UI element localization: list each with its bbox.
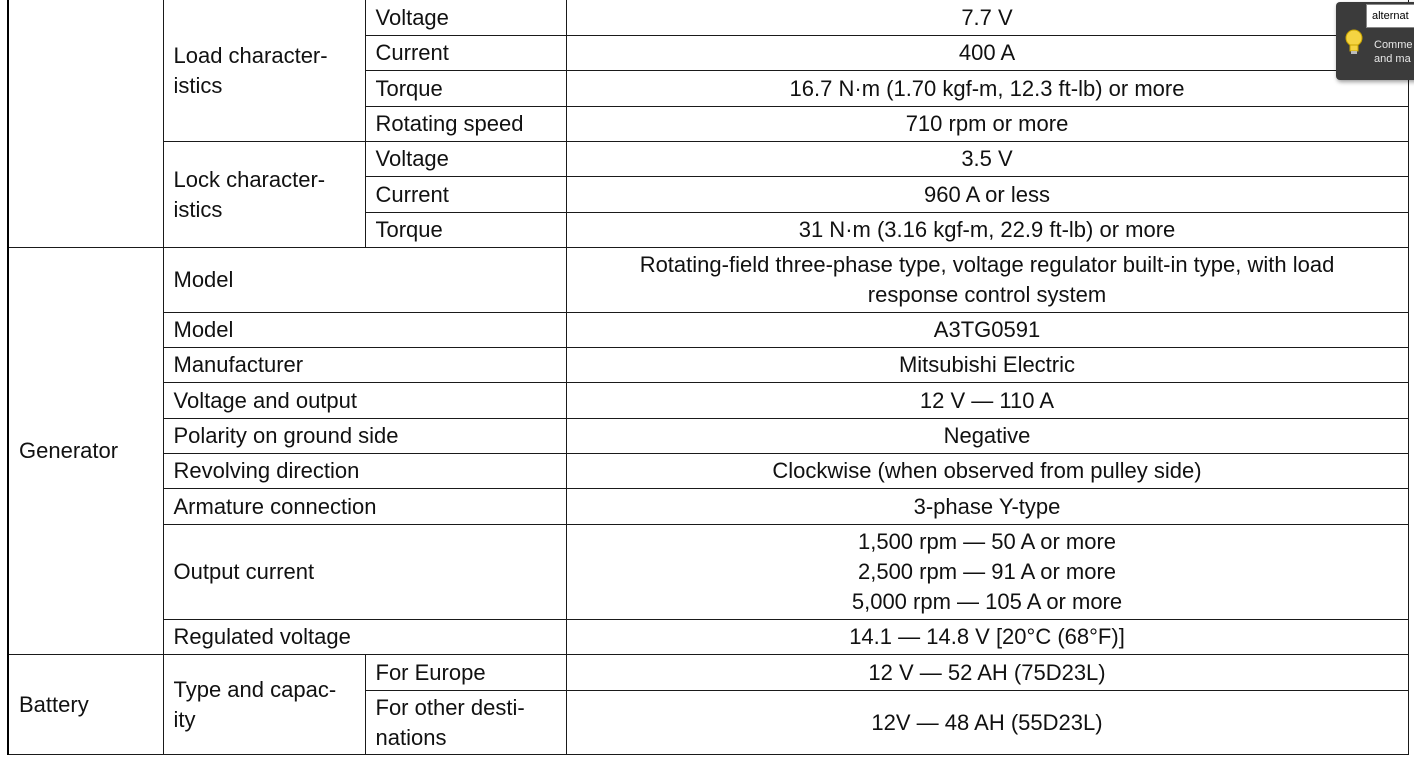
value-cell: 12V — 48 AH (55D23L) (566, 691, 1408, 755)
table-row (8, 454, 1408, 489)
param-cell: Voltage (365, 0, 566, 36)
comment-search-field[interactable]: alternat (1366, 4, 1414, 28)
value-cell: 31 N·m (3.16 kgf-m, 22.9 ft-lb) or more (566, 213, 1408, 248)
table-row (8, 383, 1408, 419)
lightbulb-icon (1344, 28, 1364, 56)
param-cell: Torque (365, 71, 566, 107)
comment-text: Comme and ma (1374, 39, 1413, 65)
param-cell: Rotating speed (365, 107, 566, 142)
value-cell: 3.5 V (566, 142, 1408, 177)
type-and-capacity-label: Type and capac- ity (163, 655, 365, 755)
param-cell: Torque (365, 213, 566, 248)
load-characteristics-label: Load character- istics (163, 0, 365, 142)
param-cell: Revolving direction (163, 454, 566, 489)
table-row (8, 348, 1408, 383)
table-row (8, 142, 1408, 177)
value-cell: 7.7 V (566, 0, 1408, 36)
comment-popup[interactable] (1336, 2, 1414, 80)
value-cell: 960 A or less (566, 177, 1408, 213)
param-cell: Voltage (365, 142, 566, 177)
value-cell: 710 rpm or more (566, 107, 1408, 142)
param-cell: Regulated voltage (163, 620, 566, 655)
value-cell: Mitsubishi Electric (566, 348, 1408, 383)
value-cell: Clockwise (when observed from pulley side) (566, 454, 1408, 489)
value-cell: 3-phase Y-type (566, 489, 1408, 525)
param-cell: Polarity on ground side (163, 419, 566, 454)
table-row (8, 419, 1408, 454)
table-row (8, 489, 1408, 525)
param-cell: Model (163, 248, 566, 313)
param-cell: Manufacturer (163, 348, 566, 383)
table-row (8, 313, 1408, 348)
specifications-table (7, 0, 1409, 755)
param-cell: Output current (163, 525, 566, 620)
table-row (8, 525, 1408, 620)
battery-label: Battery (8, 655, 163, 755)
value-cell: 16.7 N·m (1.70 kgf-m, 12.3 ft-lb) or more (566, 71, 1408, 107)
starter-section-cell (8, 0, 163, 248)
table-row (8, 0, 1408, 36)
table-row (8, 620, 1408, 655)
param-cell: Voltage and output (163, 383, 566, 419)
param-cell: For Europe (365, 655, 566, 691)
value-cell: A3TG0591 (566, 313, 1408, 348)
generator-label: Generator (8, 248, 163, 655)
value-cell: 12 V — 52 AH (75D23L) (566, 655, 1408, 691)
lock-characteristics-label: Lock character- istics (163, 142, 365, 248)
param-cell: Current (365, 36, 566, 71)
value-cell: 400 A (566, 36, 1408, 71)
param-cell: Model (163, 313, 566, 348)
value-cell: 1,500 rpm — 50 A or more 2,500 rpm — 91 A or more 5,000 rpm — 105 A or more (566, 525, 1408, 620)
param-cell: For other desti- nations (365, 691, 566, 755)
value-cell: Negative (566, 419, 1408, 454)
param-cell: Current (365, 177, 566, 213)
value-cell: 14.1 — 14.8 V [20°C (68°F)] (566, 620, 1408, 655)
table-row (8, 655, 1408, 691)
value-cell: 12 V — 110 A (566, 383, 1408, 419)
table-row (8, 248, 1408, 313)
param-cell: Armature connection (163, 489, 566, 525)
value-cell: Rotating-field three-phase type, voltage regulator built-in type, with load response control system (566, 248, 1408, 313)
